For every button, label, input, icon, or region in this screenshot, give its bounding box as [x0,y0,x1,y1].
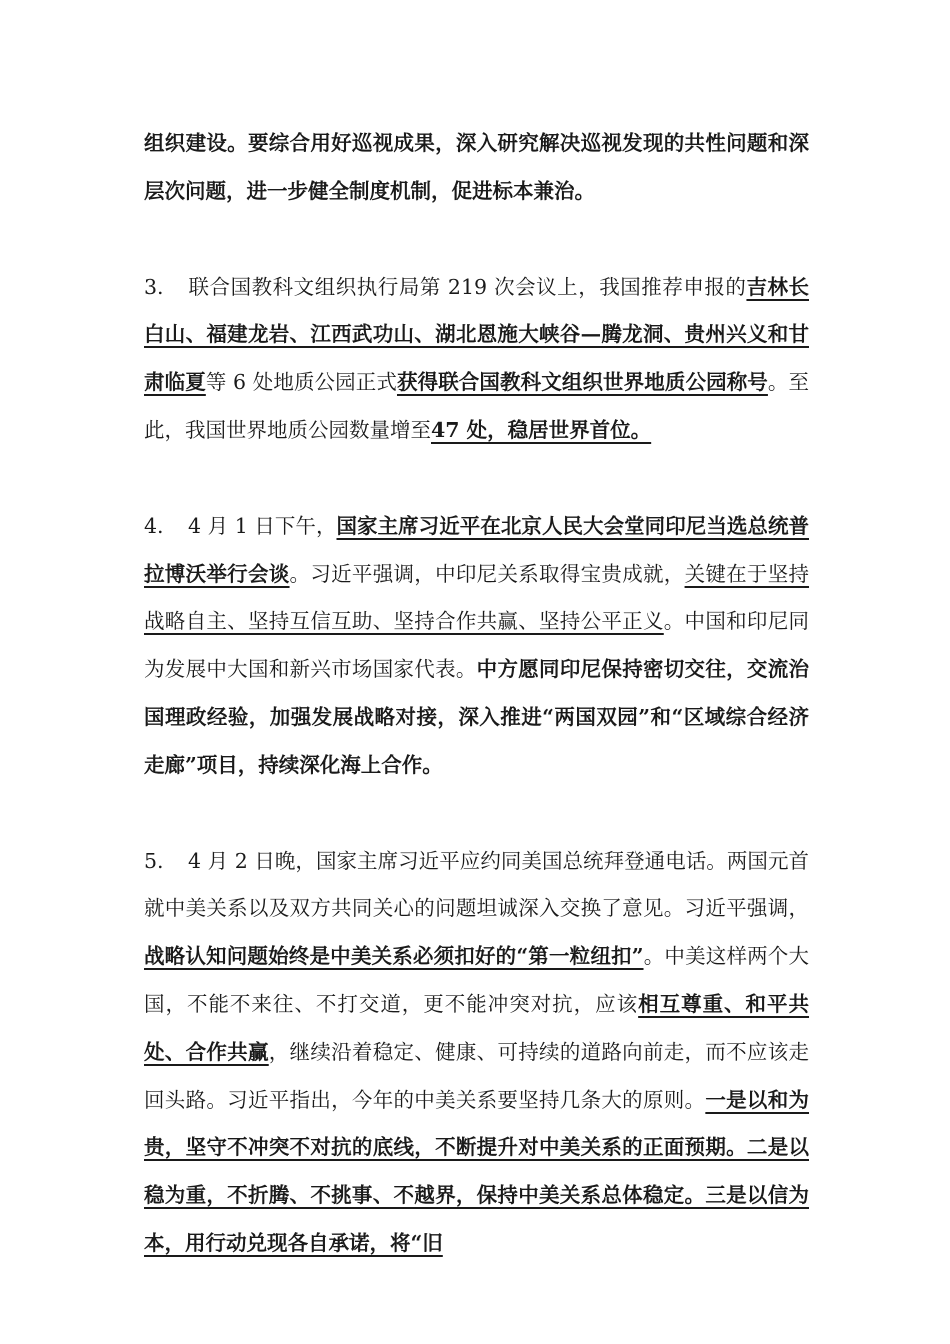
item-4-meeting: 国家主席习近平在北京人民大会堂同印尼当选总统普拉博沃举行会谈 [144,513,809,586]
item-5-number: 5. [144,848,164,873]
item-3-title: 获得联合国教科文组织世界地质公园称号 [396,370,768,395]
item-5-paragraph [144,838,809,1268]
item-3-paragraph [144,264,809,455]
item-4-key-points: 关键在于坚持战略自主、坚持互信互助、坚持合作共赢、坚持公平正义 [144,561,810,634]
item-3-number: 3. [144,274,164,299]
paragraph-gap [144,216,809,264]
item-3-geoparks: 吉林长白山、福建龙岩、江西武功山、湖北恩施大峡谷—腾龙洞、贵州兴义和甘肃临夏 [144,274,809,395]
document-page [144,120,809,1268]
item-3-text-3: 。至此，我国世界地质公园数量增至 [144,370,810,442]
item-5-text: 4 月 2 日晚，国家主席习近平应约同美国总统拜登通电话。两国元首就中美关系以及双方共同关心的问题坦诚深入交换了意见。习近平强调， [144,848,809,921]
item-4-text-3: 。中国和印尼同为发展中大国和新兴市场国家代表。 [144,609,810,682]
item-4-paragraph [144,503,809,790]
item-3-text: 联合国教科文组织执行局第 219 次会议上，我国推荐申报的 [188,274,747,299]
continuation-paragraph: 组织建设。要综合用好巡视成果，深入研究解决巡视发现的共性问题和深层次问题，进一步健全制度机制，促进标本兼治。 [144,131,809,203]
item-4-text-2: 。习近平强调，中印尼关系取得宝贵成就， [289,561,685,586]
item-3-text-2: 等 6 处地质公园正式 [205,370,397,395]
item-3-count: 47 处，稳居世界首位。 [431,417,652,442]
item-5-principles: 相互尊重、和平共处、合作共赢 [144,991,810,1064]
item-5-first-button: 战略认知问题始终是中美关系必须扣好的“第一粒纽扣” [144,944,644,969]
paragraph-gap [144,790,809,838]
item-5-text-2: 。中美这样两个大国，不能不来往、不打交道，更不能冲突对抗，应该 [144,944,809,1016]
item-4-cooperation: 中方愿同印尼保持密切交往，交流治国理政经验，加强发展战略对接，深入推进“两国双园”和“区域综合经济走廊”项目，持续深化海上合作。 [144,657,810,777]
item-4-number: 4. [144,513,164,538]
item-4-text: 4 月 1 日下午， [188,513,337,538]
item-5-text-3: ，继续沿着稳定、健康、可持续的道路向前走，而不应该走回头路。习近平指出，今年的中美关系要坚持几条大的原则。 [144,1039,810,1112]
paragraph-gap [144,455,809,503]
item-5-three-points: 一是以和为贵，坚守不冲突不对抗的底线，不断提升对中美关系的正面预期。二是以稳为重，不折腾、不挑事、不越界，保持中美关系总体稳定。三是以信为本，用行动兑现各自承诺，将“旧 [144,1087,810,1255]
